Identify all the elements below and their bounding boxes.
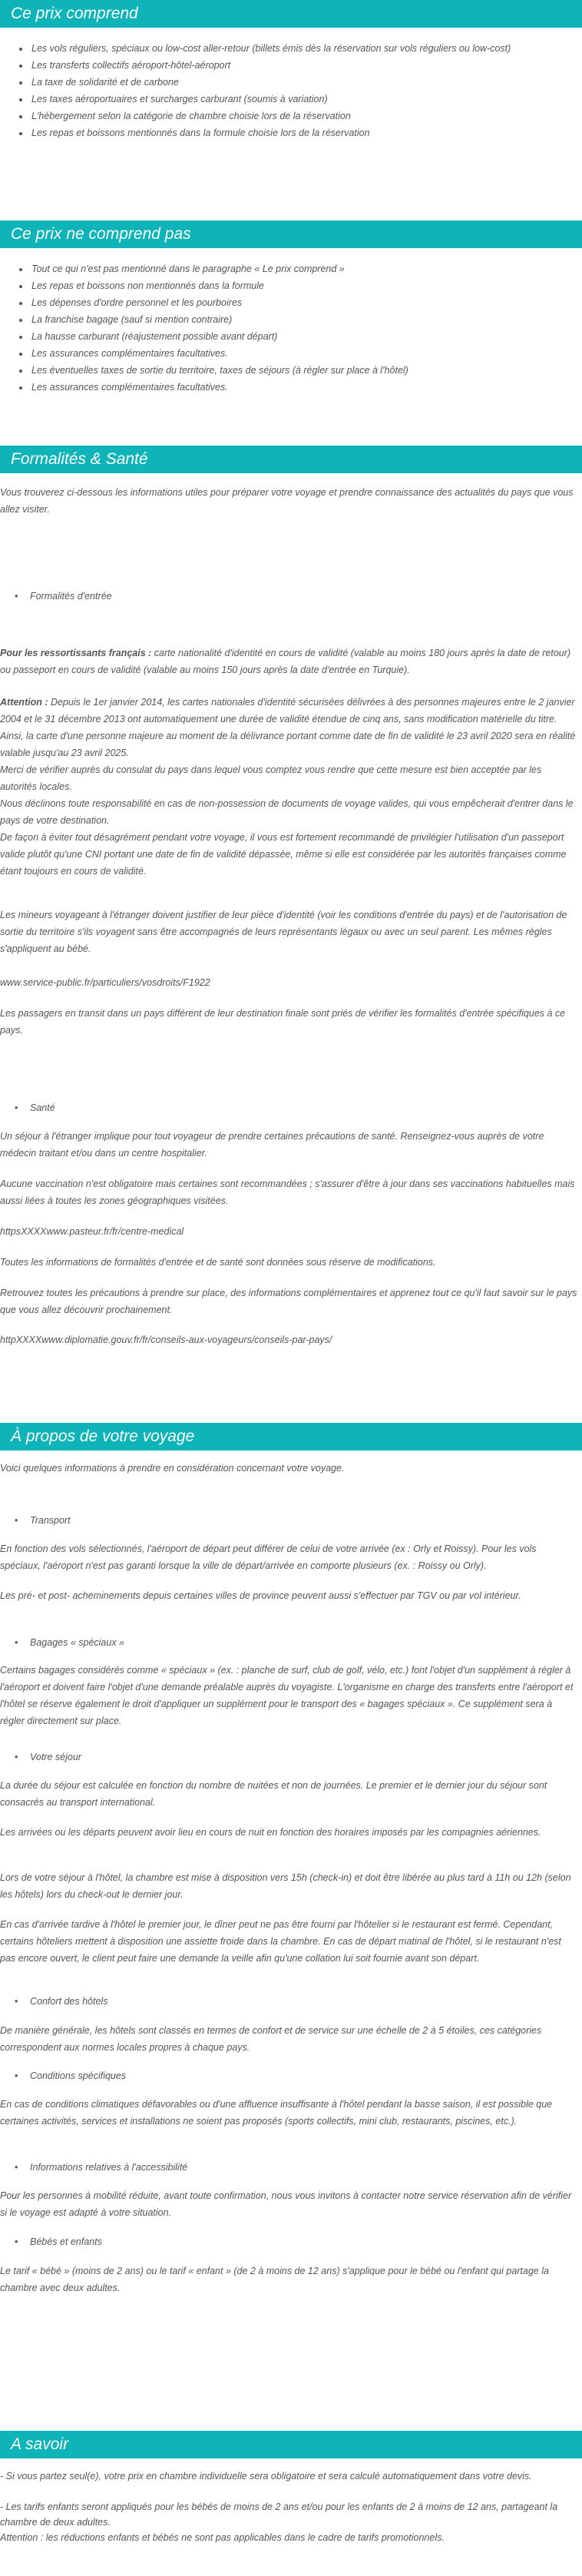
- section-title-comprend: Ce prix comprend: [0, 0, 582, 28]
- merci-paragraph: Merci de vérifier auprès du consulat du pays dans lequel vous comptez vous rendre que cette mesure est bien acceptée par les autorités locales.: [0, 764, 542, 792]
- list-item: • Les taxes aéroportuaires et surcharges carburant (soumis à variation): [30, 91, 582, 108]
- list-item: • Les assurances complémentaires facultatives.: [30, 379, 582, 396]
- formalites-intro: Vous trouverez ci-dessous les informations utiles pour préparer votre voyage et prendre connaissance des actualités du pays que vous allez visiter.: [0, 487, 574, 515]
- section-title-apropos: À propos de votre voyage: [0, 1423, 582, 1450]
- vaccination-paragraph: Aucune vaccination n'est obligatoire mais certaines sont recommandées ; s'assurer d'être à jour dans ses vaccinations habituelles mais aussi liées à toutes les zones géographiques visitées.: [0, 1179, 575, 1206]
- section-title-formalites: Formalités & Santé: [0, 446, 582, 473]
- conditions-heading: [15, 2067, 126, 2084]
- list-item: • Les vols réguliers, spéciaux ou low-cost aller-retour (billets émis dès la réservation sur vols réguliers ou low-cost): [30, 40, 582, 57]
- ressortissants-paragraph: [0, 645, 577, 678]
- attention-paragraph: [0, 694, 577, 761]
- formalites-entree-label: Formalités d'entrée: [30, 591, 112, 602]
- confort-paragraph: De manière générale, les hôtels sont classés en termes de confort et de service sur une échelle de 2 à 5 étoiles, ces catégories correspondent aux normes locales propres à chaque pays.: [0, 2025, 542, 2053]
- bebes-heading: [15, 2233, 102, 2250]
- ne-comprend-list: [0, 260, 582, 396]
- service-public-link[interactable]: www.service-public.fr/particuliers/vosdroits/F1922: [0, 977, 210, 988]
- list-item: • Les éventuelles taxes de sortie du territoire, taxes de séjours (à régler sur place à l'hôtel): [30, 362, 582, 379]
- mineurs-paragraph: Les mineurs voyageant à l'étranger doivent justifier de leur pièce d'identité (voir les conditions d'entrée du pays) et de l'autorisation de sortie du territoire s'ils voyagent sans être accompagnés de leurs représentants légaux ou avec un seul parent. Les mêmes règles s'appliquent au bébé.: [0, 910, 567, 954]
- sejour-paragraph-3: Lors de votre séjour à l'hôtel, la chambre est mise à disposition vers 15h (check-in) et doit être libérée au plus tard à 11h ou 12h (selon les hôtels) lors du check-out le dernier jour.: [0, 1872, 571, 1900]
- accessibilite-label: Informations relatives à l'accessibilité: [30, 2162, 188, 2173]
- comprend-list: [0, 40, 582, 141]
- list-item: • La franchise bagage (sauf si mention contraire): [30, 311, 582, 328]
- sejour-sante-paragraph: Un séjour à l'étranger implique pour tout voyageur de prendre certaines précautions de santé. Renseignez-vous auprès de votre médecin traitant et/ou dans un centre hospitalier.: [0, 1131, 544, 1159]
- transit-paragraph: Les passagers en transit dans un pays différent de leur destination finale sont priés de vérifier les formalités d'entrée spécifiques à ce pays.: [0, 1008, 566, 1036]
- transport-paragraph-1: En fonction des vols sélectionnés, l'aéroport de départ peut différer de celui de votre arrivée (ex : Orly et Roissy). Pour les vols spéciaux, l'aéroport n'est pas garanti lorsque la ville de départ/arrivée en comporte plusieurs (ex. : Roissy ou Orly).: [0, 1543, 537, 1571]
- transport-label: Transport: [30, 1515, 71, 1526]
- confort-heading: [15, 1993, 107, 2010]
- sejour-paragraph-4: En cas d'arrivée tardive à l'hôtel le premier jour, le dîner peut ne pas être fourni par l'hôtelier si le restaurant est fermé. Cependant, certains hôteliers mettent à disposition une assiette froide dans la chambre. En cas de départ matinal de l'hôtel, si le restaurant n'est pas encore ouvert, le client peut faire une demande la veille afin qu'une collation lui soit fournie avant son départ.: [0, 1919, 561, 1964]
- facon-paragraph: De façon à éviter tout désagrément pendant votre voyage, il vous est fortement recommandé de privilégier l'utilisation d'un passeport valide plutôt qu'une CNI portant une date de fin de validité dépassée, même si elle est considérée par les autorités françaises comme étant toujours en cours de validité.: [0, 832, 567, 877]
- sejour-paragraph-2: Les arrivées ou les départs peuvent avoir lieu en cours de nuit en fonction des horaires imposés par les compagnies aériennes.: [0, 1827, 541, 1838]
- list-item: • Les repas et boissons mentionnés dans la formule choisie lors de la réservation: [30, 124, 582, 141]
- accessibilite-heading: [15, 2159, 187, 2176]
- ressortissants-text: carte nationalité d'identité en cours de validité (valable au moins 180 jours après la date de retour) ou passeport en cours de validité (valable au moins 150 jours après la date d'entrée en Turquie).: [0, 648, 571, 675]
- list-item: • Tout ce qui n'est pas mentionné dans le paragraphe « Le prix comprend »: [30, 260, 582, 277]
- confort-label: Confort des hôtels: [30, 1996, 108, 2007]
- attention-bold: Attention :: [0, 697, 48, 708]
- retrouvez-paragraph: Retrouvez toutes les précautions à prendre sur place, des informations complémentaires et apprenez tout ce qu'il faut savoir sur le pays que vous allez découvrir prochainement.: [0, 1288, 577, 1315]
- apropos-intro: Voici quelques informations à prendre en considération concernant votre voyage.: [0, 1463, 345, 1474]
- list-item: • Les dépenses d'ordre personnel et les pourboires: [30, 294, 582, 311]
- reserve-paragraph: Toutes les informations de formalités d'entrée et de santé sont données sous réserve de modifications.: [0, 1257, 436, 1268]
- bebes-label: Bébés et enfants: [30, 2236, 102, 2247]
- list-item: • Les transferts collectifs aéroport-hôtel-aéroport: [30, 57, 582, 74]
- formalites-sante-heading: [15, 1099, 55, 1116]
- savoir-line-2: - Les tarifs enfants seront appliqués pour les bébés de moins de 2 ans et/ou pour les enfants de 2 à moins de 12 ans, partageant la chambre de deux adultes.: [0, 2501, 558, 2528]
- list-item: • La taxe de solidarité et de carbone: [30, 74, 582, 91]
- conditions-label: Conditions spécifiques: [30, 2070, 127, 2081]
- bebes-paragraph: Le tarif « bébé » (moins de 2 ans) ou le tarif « enfant » (de 2 à moins de 12 ans) s'applique pour le bébé ou l'enfant qui partage la chambre avec deux adultes.: [0, 2266, 549, 2293]
- list-item: • Les assurances complémentaires facultatives.: [30, 345, 582, 362]
- list-item: • La hausse carburant (réajustement possible avant départ): [30, 328, 582, 345]
- accessibilite-paragraph: Pour les personnes à mobilité réduite, avant toute confirmation, nous vous invitons à contacter notre service réservation afin de vérifier si le voyage est adapté à votre situation.: [0, 2190, 572, 2218]
- conditions-paragraph: En cas de conditions climatiques défavorables ou d'une affluence insuffisante à l'hôtel pendant la basse saison, il est possible que certaines activités, services et installations ne soient pas proposés (sports collectifs, mini club, restaurants, piscines, etc.).: [0, 2099, 553, 2127]
- bagages-heading: [15, 1634, 124, 1651]
- attention-text: Depuis le 1er janvier 2014, les cartes nationales d'identité sécurisées délivrées à des personnes majeures entre le 2 janvier 2004 et le 31 décembre 2013 ont automatiquement une durée de validité étendue de cinq ans, sans modification matérielle du titre. Ainsi, la carte d'une personne majeure au moment de la délivrance portant comme date de fin de validité le 23 avril 2020 sera en réalité valable jusqu'au 23 avril 2025.: [0, 697, 576, 758]
- pasteur-link[interactable]: httpsXXXXwww.pasteur.fr/fr/centre-medical: [0, 1226, 184, 1237]
- sejour-heading: [15, 1749, 81, 1765]
- formalites-sante-label: Santé: [30, 1102, 55, 1113]
- list-item: • Les repas et boissons non mentionnés dans la formule: [30, 277, 582, 294]
- diplomatie-link[interactable]: httpXXXXwww.diplomatie.gouv.fr/fr/conseils-aux-voyageurs/conseils-par-pays/: [0, 1334, 332, 1345]
- declinons-paragraph: Nous déclinons toute responsabilité en cas de non-possession de documents de voyage valides, qui vous empêcherait d'entrer dans le pays de votre destination.: [0, 798, 574, 826]
- sejour-label: Votre séjour: [30, 1752, 81, 1762]
- formalites-entree-heading: [15, 588, 112, 605]
- savoir-line-3: Attention : les réductions enfants et bébés ne sont pas applicables dans le cadre de tarifs promotionnels.: [0, 2532, 445, 2543]
- section-title-savoir: A savoir: [0, 2431, 582, 2458]
- sejour-paragraph-1: La durée du séjour est calculée en fonction du nombre de nuitées et non de journées. Le premier et le dernier jour du séjour sont consacrés au transport international.: [0, 1780, 547, 1808]
- bagages-paragraph: Certains bagages considérés comme « spéciaux » (ex. : planche de surf, club de golf, vélo, etc.) font l'objet d'un supplément à régler à l'aéroport et doivent faire l'objet d'une demande préalable auprès du voyagiste. L'organisme en charge des transferts entre l'aéroport et l'hôtel se réserve également le droit d'appliquer un supplément pour le transport des « bagages spéciaux ». Ce supplément sera à régler directement sur place.: [0, 1665, 574, 1726]
- savoir-line-1: - Si vous partez seul(e), votre prix en chambre individuelle sera obligatoire et sera calculé automatiquement dans votre devis.: [0, 2471, 532, 2482]
- list-item: • L'hébergement selon la catégorie de chambre choisie lors de la réservation: [30, 108, 582, 124]
- transport-heading: [15, 1512, 71, 1529]
- section-title-ne-comprend: Ce prix ne comprend pas: [0, 220, 582, 248]
- transport-paragraph-2: Les pré- et post- acheminements depuis certaines villes de province peuvent aussi s'effectuer par TGV ou par vol intérieur.: [0, 1590, 521, 1601]
- bagages-label: Bagages « spéciaux »: [30, 1637, 125, 1648]
- ressortissants-bold: Pour les ressortissants français :: [0, 648, 152, 658]
